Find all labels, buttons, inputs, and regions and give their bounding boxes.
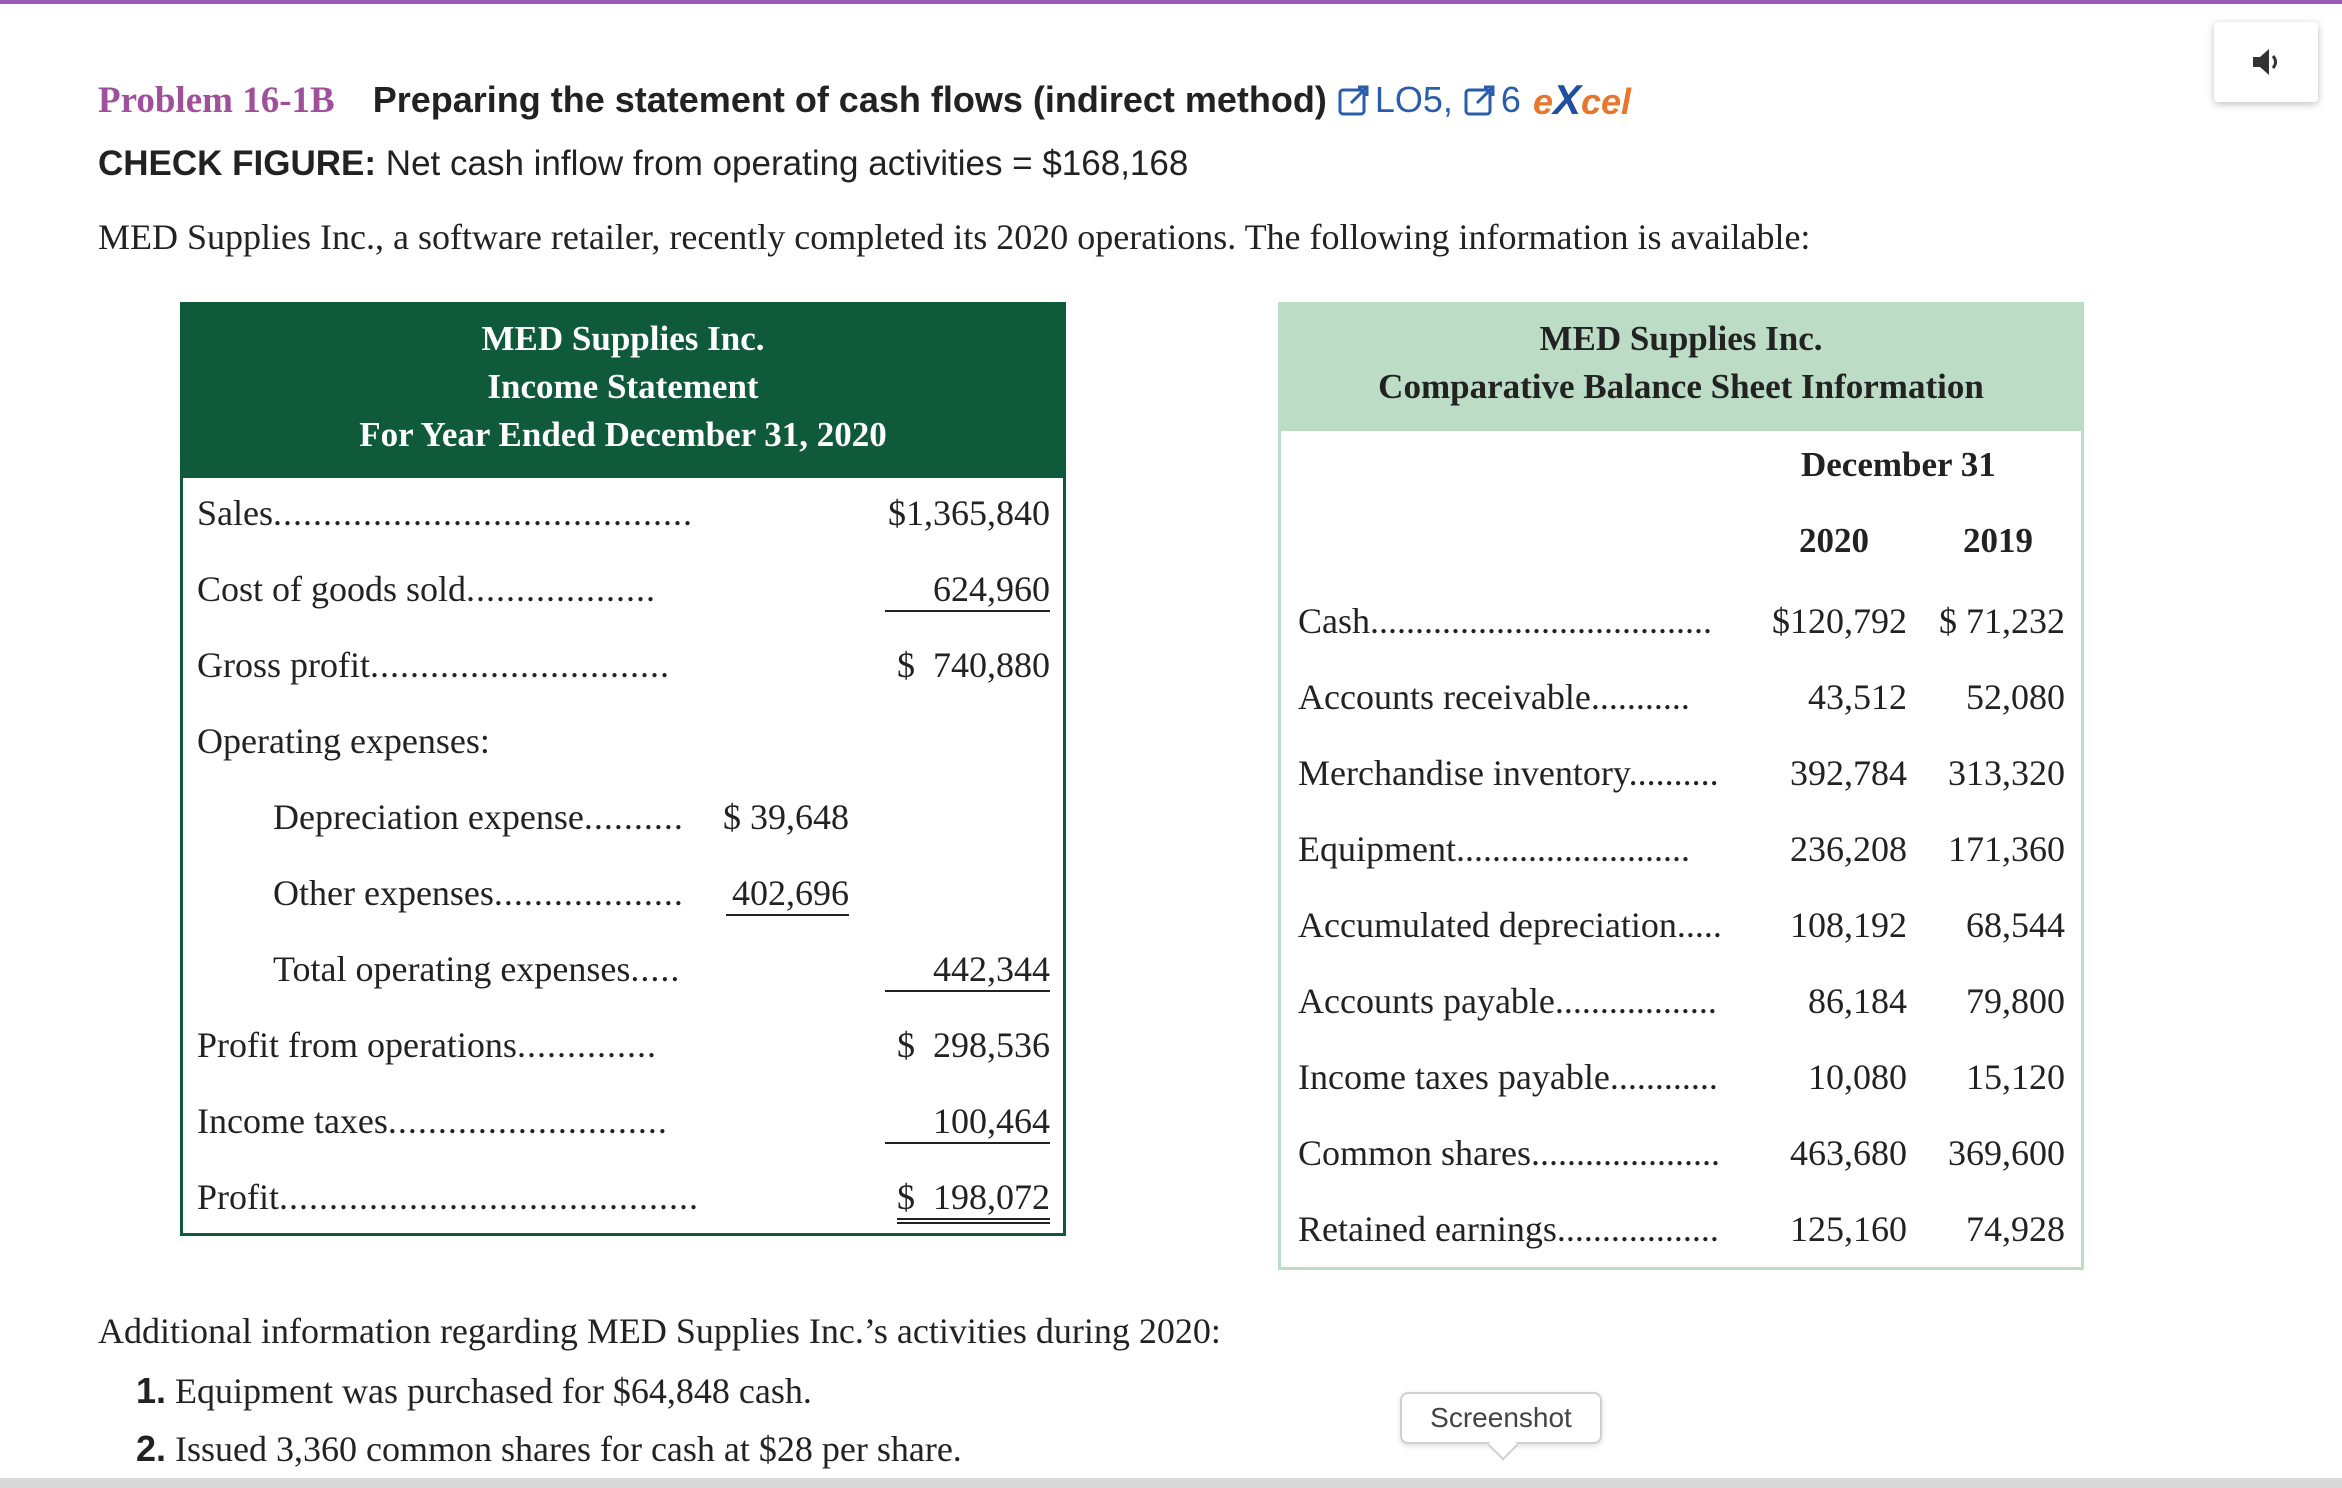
balance-row: Accounts payable.................. 86,184 79,800: [1298, 981, 2065, 1021]
value-2020: 125,160: [1790, 1209, 1907, 1249]
excel-logo: eXcel: [1532, 76, 1632, 123]
learning-objective-link[interactable]: 6: [1500, 79, 1521, 120]
income-row: Gross profit.............................. $ 740,880: [197, 645, 1050, 685]
value-2020: 43,512: [1808, 677, 1907, 717]
balance-row: Accumulated depreciation..... 108,192 68,544: [1298, 905, 2065, 945]
balance-sheet-title: Comparative Balance Sheet Information: [1378, 367, 1984, 406]
external-link-icon[interactable]: [1463, 83, 1497, 117]
value-2020: 236,208: [1790, 829, 1907, 869]
income-row: Profit.......................................... $ 198,072: [183, 1176, 1063, 1236]
income-row: Sales.......................................... $1,365,840: [197, 493, 1050, 533]
balance-row: Common shares..................... 463,680 369,600: [1298, 1133, 2065, 1173]
value-2019: 15,120: [1966, 1057, 2065, 1097]
value-2019: 74,928: [1966, 1209, 2065, 1249]
additional-item: 2. Issued 3,360 common shares for cash at $28 per share.: [136, 1428, 962, 1469]
additional-item: 1. Equipment was purchased for $64,848 cash.: [136, 1370, 812, 1411]
year-header-2019: 2019: [1963, 521, 2033, 560]
company-name: MED Supplies Inc.: [1539, 319, 1823, 358]
value-2019: $ 71,232: [1939, 601, 2065, 641]
value-2019: 79,800: [1966, 981, 2065, 1021]
value-2020: 463,680: [1790, 1133, 1907, 1173]
income-row: Income taxes............................ 100,464: [183, 1100, 1063, 1160]
audio-button[interactable]: [2214, 22, 2318, 102]
statement-title: Income Statement: [487, 367, 759, 406]
problem-number: Problem 16-1B: [98, 79, 335, 121]
value-2020: 392,784: [1790, 753, 1907, 793]
year-header-2020: 2020: [1799, 521, 1869, 560]
income-statement-header: [183, 305, 1063, 478]
value-2020: 86,184: [1808, 981, 1907, 1021]
comparative-balance-sheet: [1278, 302, 2084, 1270]
value-2019: 369,600: [1948, 1133, 2065, 1173]
screenshot-tooltip: Screenshot: [1400, 1392, 1602, 1444]
bottom-bar: [0, 1478, 2342, 1488]
date-header: December 31: [1801, 445, 1996, 484]
balance-row: Merchandise inventory.......... 392,784 313,320: [1298, 753, 2065, 793]
balance-sheet-header: [1281, 305, 2081, 431]
balance-row: Cash...................................... $120,792 $ 71,232: [1298, 601, 2065, 641]
value-2019: 313,320: [1948, 753, 2065, 793]
income-row: Depreciation expense.......... $ 39,648: [273, 797, 849, 837]
income-row: Operating expenses:: [197, 721, 490, 761]
value-2020: 108,192: [1790, 905, 1907, 945]
value-2019: 68,544: [1966, 905, 2065, 945]
check-figure-label: CHECK FIGURE:: [98, 144, 377, 183]
problem-header: [98, 74, 1631, 126]
statement-period: For Year Ended December 31, 2020: [359, 415, 887, 454]
balance-row: Income taxes payable............ 10,080 15,120: [1298, 1057, 2065, 1097]
value-2020: $120,792: [1772, 601, 1907, 641]
value-2020: 10,080: [1808, 1057, 1907, 1097]
income-statement: [180, 302, 1066, 1236]
income-row: Total operating expenses..... 442,344: [183, 948, 1063, 1008]
check-figure: [98, 144, 1188, 184]
income-row: Other expenses................... 402,696: [183, 872, 1063, 932]
balance-row: Accounts receivable........... 43,512 52,080: [1298, 677, 2065, 717]
value-2019: 52,080: [1966, 677, 2065, 717]
company-name: MED Supplies Inc.: [481, 319, 765, 358]
intro-text: MED Supplies Inc., a software retailer, recently completed its 2020 operations. The following information is available:: [98, 217, 1811, 257]
balance-row: Equipment.......................... 236,208 171,360: [1298, 829, 2065, 869]
additional-info-heading: Additional information regarding MED Supplies Inc.’s activities during 2020:: [98, 1311, 1221, 1351]
balance-row: Retained earnings.................. 125,160 74,928: [1298, 1209, 2065, 1249]
problem-title: Preparing the statement of cash flows (indirect method): [372, 79, 1327, 120]
value-2019: 171,360: [1948, 829, 2065, 869]
speaker-icon: [2249, 45, 2283, 79]
check-figure-text: Net cash inflow from operating activities = $168,168: [385, 144, 1189, 183]
income-row: Profit from operations.............. $ 298,536: [197, 1025, 1050, 1065]
income-row: Cost of goods sold................... 624,960: [183, 568, 1063, 628]
learning-objective-link[interactable]: LO5,: [1374, 79, 1453, 120]
external-link-icon[interactable]: [1337, 83, 1371, 117]
top-accent-bar: [0, 0, 2342, 4]
